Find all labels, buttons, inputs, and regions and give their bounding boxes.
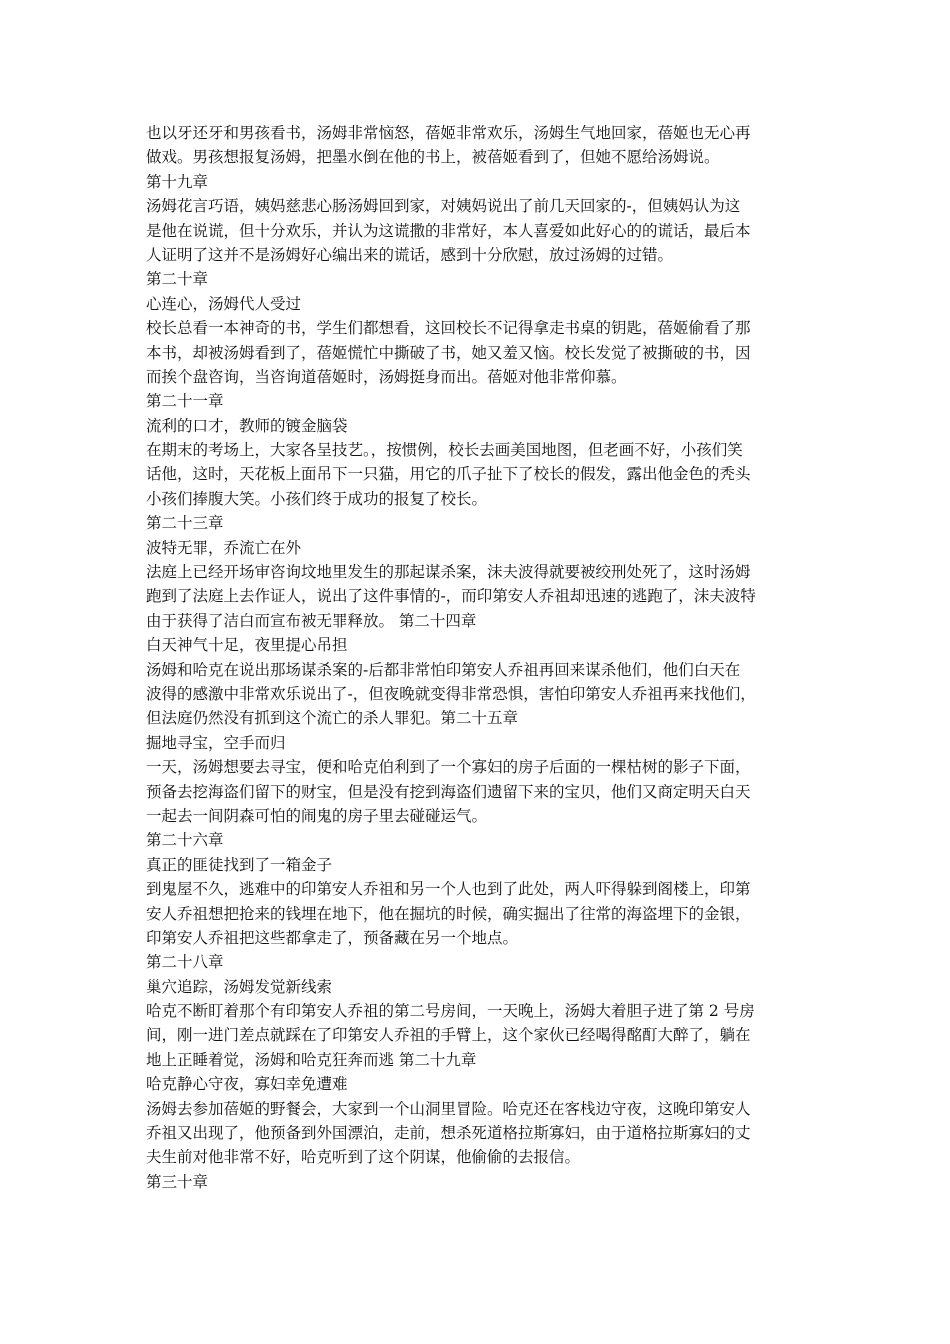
text-line: 本书，却被汤姆看到了，蓓姬慌忙中撕破了书，她又羞又恼。校长发觉了被撕破的书，因 [146,343,751,362]
text-line: 第二十章 [146,270,209,289]
text-line: 一起去一间阴森可怕的闹鬼的房子里去碰碰运气。 [146,806,488,825]
text-line: 第二十三章 [146,514,224,533]
text-line: 第三十章 [146,1172,209,1191]
text-line: 安人乔祖想把抢来的钱埋在地下，他在掘坑的时候，确实掘出了往常的海盗埋下的金银， [146,904,751,923]
text-line: 真正的匪徒找到了一箱金子 [146,855,333,874]
text-line: 预备去挖海盗们留下的财宝，但是没有挖到海盗们遗留下来的宝贝，他们又商定明天白天 [146,782,751,801]
text-line: 小孩们捧腹大笑。小孩们终于成功的报复了校长。 [146,489,488,508]
text-line: 人证明了这并不是汤姆好心编出来的谎话，感到十分欣慰，放过汤姆的过错。 [146,245,674,264]
text-line: 是他在说谎，但十分欢乐，并认为这谎撒的非常好，本人喜爱如此好心的的谎话，最后本 [146,221,751,240]
text-line: 而挨个盘咨询，当咨询道蓓姬时，汤姆挺身而出。蓓姬对他非常仰慕。 [146,367,627,386]
text-line: 第二十一章 [146,392,224,411]
text-line: 但法庭仍然没有抓到这个流亡的杀人罪犯。第二十五章 [146,709,519,728]
text-line: 话他，这时，天花板上面吊下一只猫，用它的爪子扯下了校长的假发，露出他金色的秃头 [146,465,751,484]
text-line: 乔祖又出现了，他预备到外国漂泊，走前，想杀死道格拉斯寡妇，由于道格拉斯寡妇的丈 [146,1124,751,1143]
text-line: 汤姆去参加蓓姬的野餐会，大家到一个山洞里冒险。哈克还在客栈边守夜，这晚印第安人 [146,1099,751,1118]
text-line: 也以牙还牙和男孩看书，汤姆非常恼怒，蓓姬非常欢乐，汤姆生气地回家，蓓姬也无心再 [146,124,751,142]
text-line: 跑到了法庭上去作证人，说出了这件事情的-，而印第安人乔祖却迅速的逃跑了，沫夫波特 [146,587,756,606]
text-line: 第二十八章 [146,953,224,972]
text-line: 第十九章 [146,172,209,191]
text-line: 在期末的考场上，大家各呈技艺。，按惯例，校长去画美国地图，但老画不好，小孩们笑 [146,441,743,460]
text-line: 地上正睡着觉，汤姆和哈克狂奔而逃 第二十九章 [146,1050,477,1069]
text-line: 波特无罪，乔流亡在外 [146,538,302,557]
text-line: 流利的口才，教师的镀金脑袋 [146,416,348,435]
text-line: 哈克不断盯着那个有印第安人乔祖的第二号房间，一天晚上，汤姆大着胆子进了第 2 号房 [146,1002,755,1021]
text-line: 做戏。男孩想报复汤姆，把墨水倒在他的书上，被蓓姬看到了，但她不愿给汤姆说。 [146,148,720,167]
text-line: 汤姆和哈克在说出那场谋杀案的-后都非常怕印第安人乔祖再回来谋杀他们，他们白天在 [146,660,741,679]
text-line: 夫生前对他非常不好，哈克听到了这个阴谋，他偷偷的去报信。 [146,1148,581,1167]
text-line: 到鬼屋不久，逃难中的印第安人乔祖和另一个人也到了此处，两人吓得躲到阁楼上，印第 [146,880,751,899]
text-line: 白天神气十足，夜里提心吊担 [146,636,348,655]
text-line: 间，刚一进门差点就踩在了印第安人乔祖的手臂上，这个家伙已经喝得酩酊大醉了，躺在 [146,1026,751,1045]
text-line: 第二十六章 [146,831,224,850]
text-line: 巢穴追踪，汤姆发觉新线索 [146,977,333,996]
text-line: 一天，汤姆想要去寻宝，便和哈克伯利到了一个寡妇的房子后面的一棵枯树的影子下面， [146,758,751,777]
text-line: 汤姆花言巧语，姨妈慈悲心肠汤姆回到家，对姨妈说出了前几天回家的-，但姨妈认为这 [146,197,741,216]
text-line: 心连心，汤姆代人受过 [146,294,302,313]
text-line: 法庭上已经开场审咨询坟地里发生的那起谋杀案，沫夫波得就要被绞刑处死了，这时汤姆 [146,563,751,582]
document-body [146,121,810,1194]
text-line: 波得的感激中非常欢乐说出了-，但夜晚就变得非常恐惧，害怕印第安人乔祖再来找他们， [146,684,756,703]
text-line: 校长总看一本神奇的书，学生们都想看，这回校长不记得拿走书桌的钥匙，蓓姬偷看了那 [146,319,751,338]
text-line: 哈克静心守夜，寡妇幸免遭难 [146,1075,348,1094]
text-line: 印第安人乔祖把这些都拿走了，预备藏在另一个地点。 [146,928,519,947]
text-line: 由于获得了洁白而宣布被无罪释放。 第二十四章 [146,611,477,630]
text-line: 掘地寻宝，空手而归 [146,733,286,752]
